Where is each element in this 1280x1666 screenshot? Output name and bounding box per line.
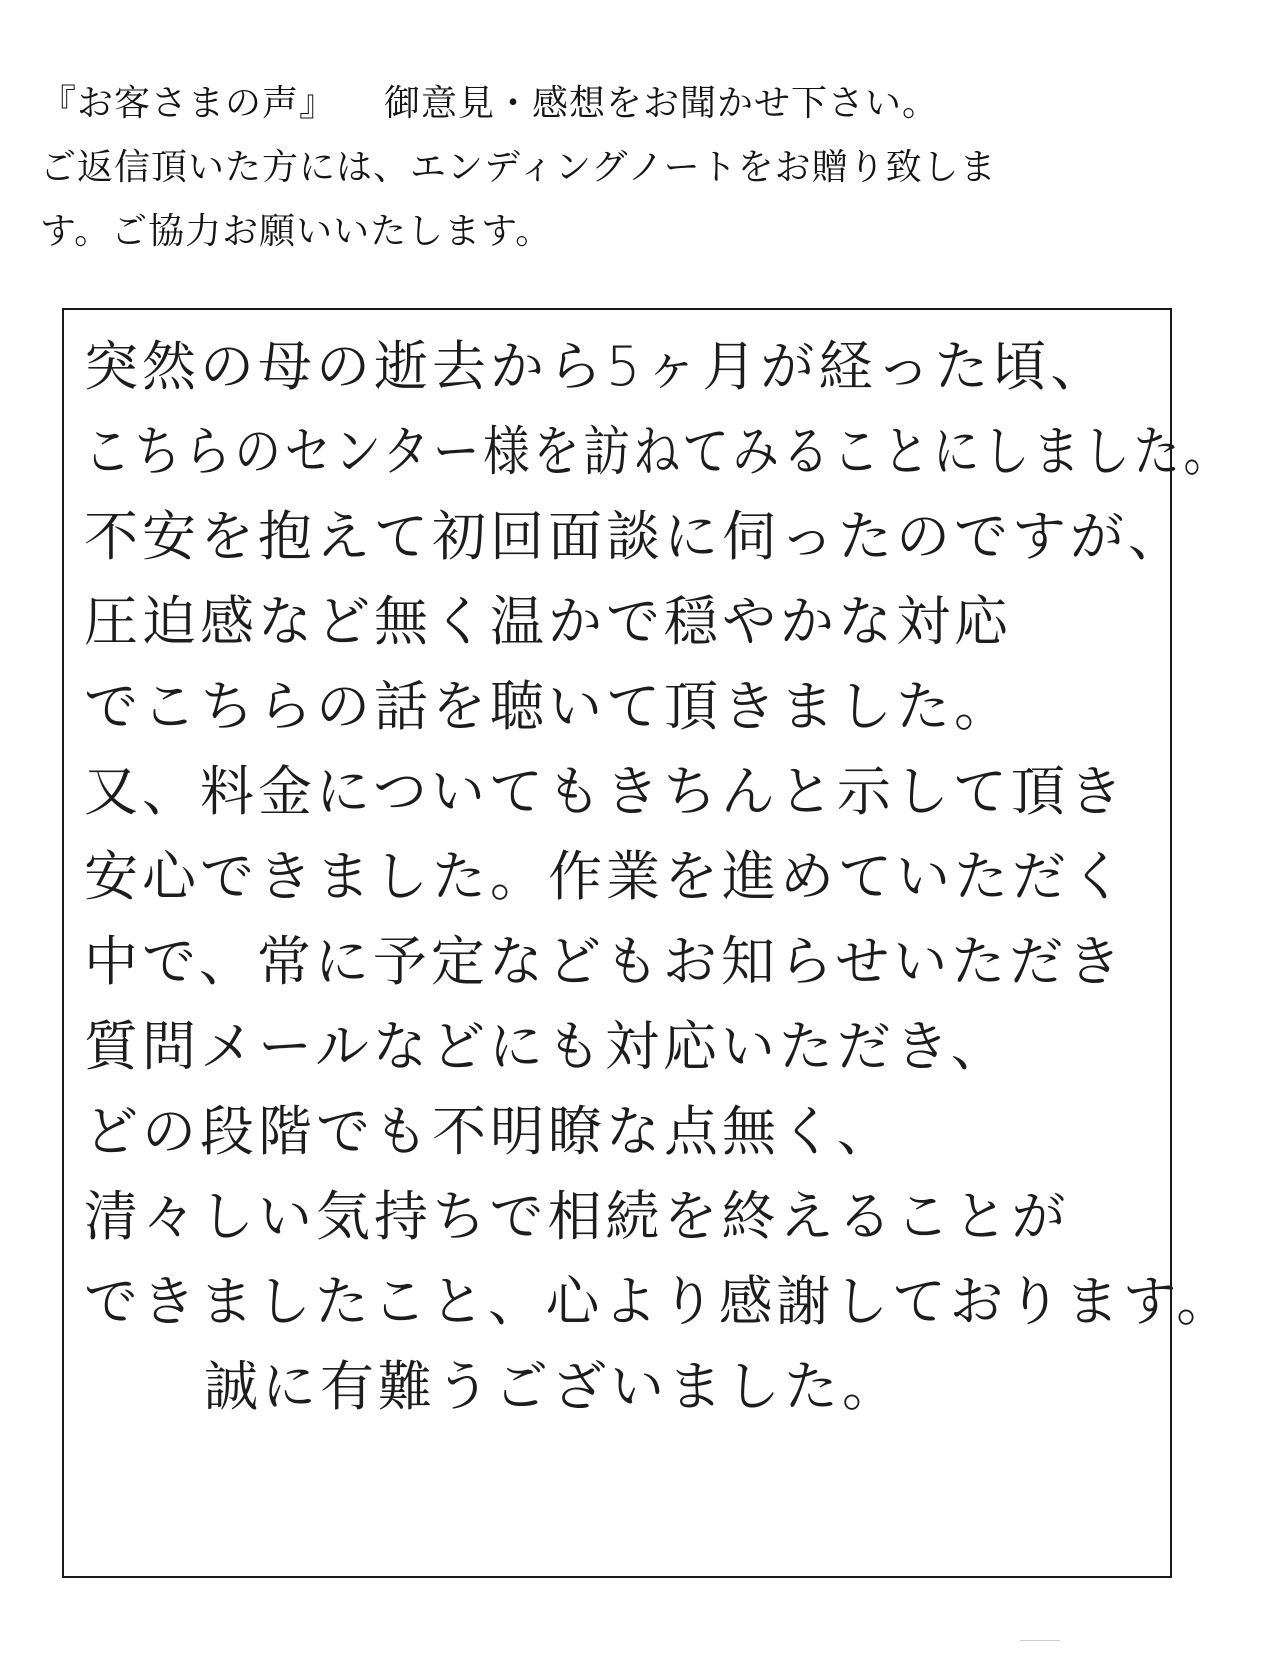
form-title: 『お客さまの声』	[40, 83, 337, 124]
handwritten-line: できましたこと、心より感謝しております。	[84, 1270, 1234, 1333]
instruction-line: す。ご協力お願いいたします。	[40, 211, 553, 252]
instruction-line: ご返信頂いた方には、エンディングノートをお贈り致しま	[40, 147, 997, 188]
handwritten-line: でこちらの話を聴いて頂きました。	[84, 675, 1012, 738]
handwritten-line: 安心できました。作業を進めていただく	[84, 845, 1128, 908]
handwritten-response	[84, 324, 1234, 1429]
form-subtitle: 御意見・感想をお聞かせ下さい。	[384, 83, 940, 124]
handwritten-line: 又、料金についてもきちんと示して頂き	[84, 760, 1127, 823]
handwritten-closing-line: 誠に有難うございました。	[204, 1355, 900, 1418]
handwritten-response-box	[62, 308, 1234, 1578]
handwritten-line: 清々しい気持ちで相続を終えることが	[84, 1185, 1070, 1248]
handwritten-line: こちらのセンター様を訪ねてみることにしました。	[84, 420, 1234, 483]
handwritten-line: 中で、常に予定などもお知らせいただき	[84, 930, 1126, 993]
handwritten-line: 不安を抱えて初回面談に伺ったのですが、	[84, 505, 1186, 568]
handwritten-line: 圧迫感など無く温かで穏やかな対応	[84, 590, 1012, 653]
form-header	[40, 72, 1240, 264]
header-title-line	[40, 72, 1240, 136]
scan-artifact	[1020, 1640, 1060, 1641]
handwritten-line: どの段階でも不明瞭な点無く、	[84, 1100, 895, 1163]
handwritten-line: 突然の母の逝去から5ヶ月が経った頃、	[84, 335, 1109, 398]
handwritten-line: 質問メールなどにも対応いただき、	[84, 1015, 1009, 1078]
